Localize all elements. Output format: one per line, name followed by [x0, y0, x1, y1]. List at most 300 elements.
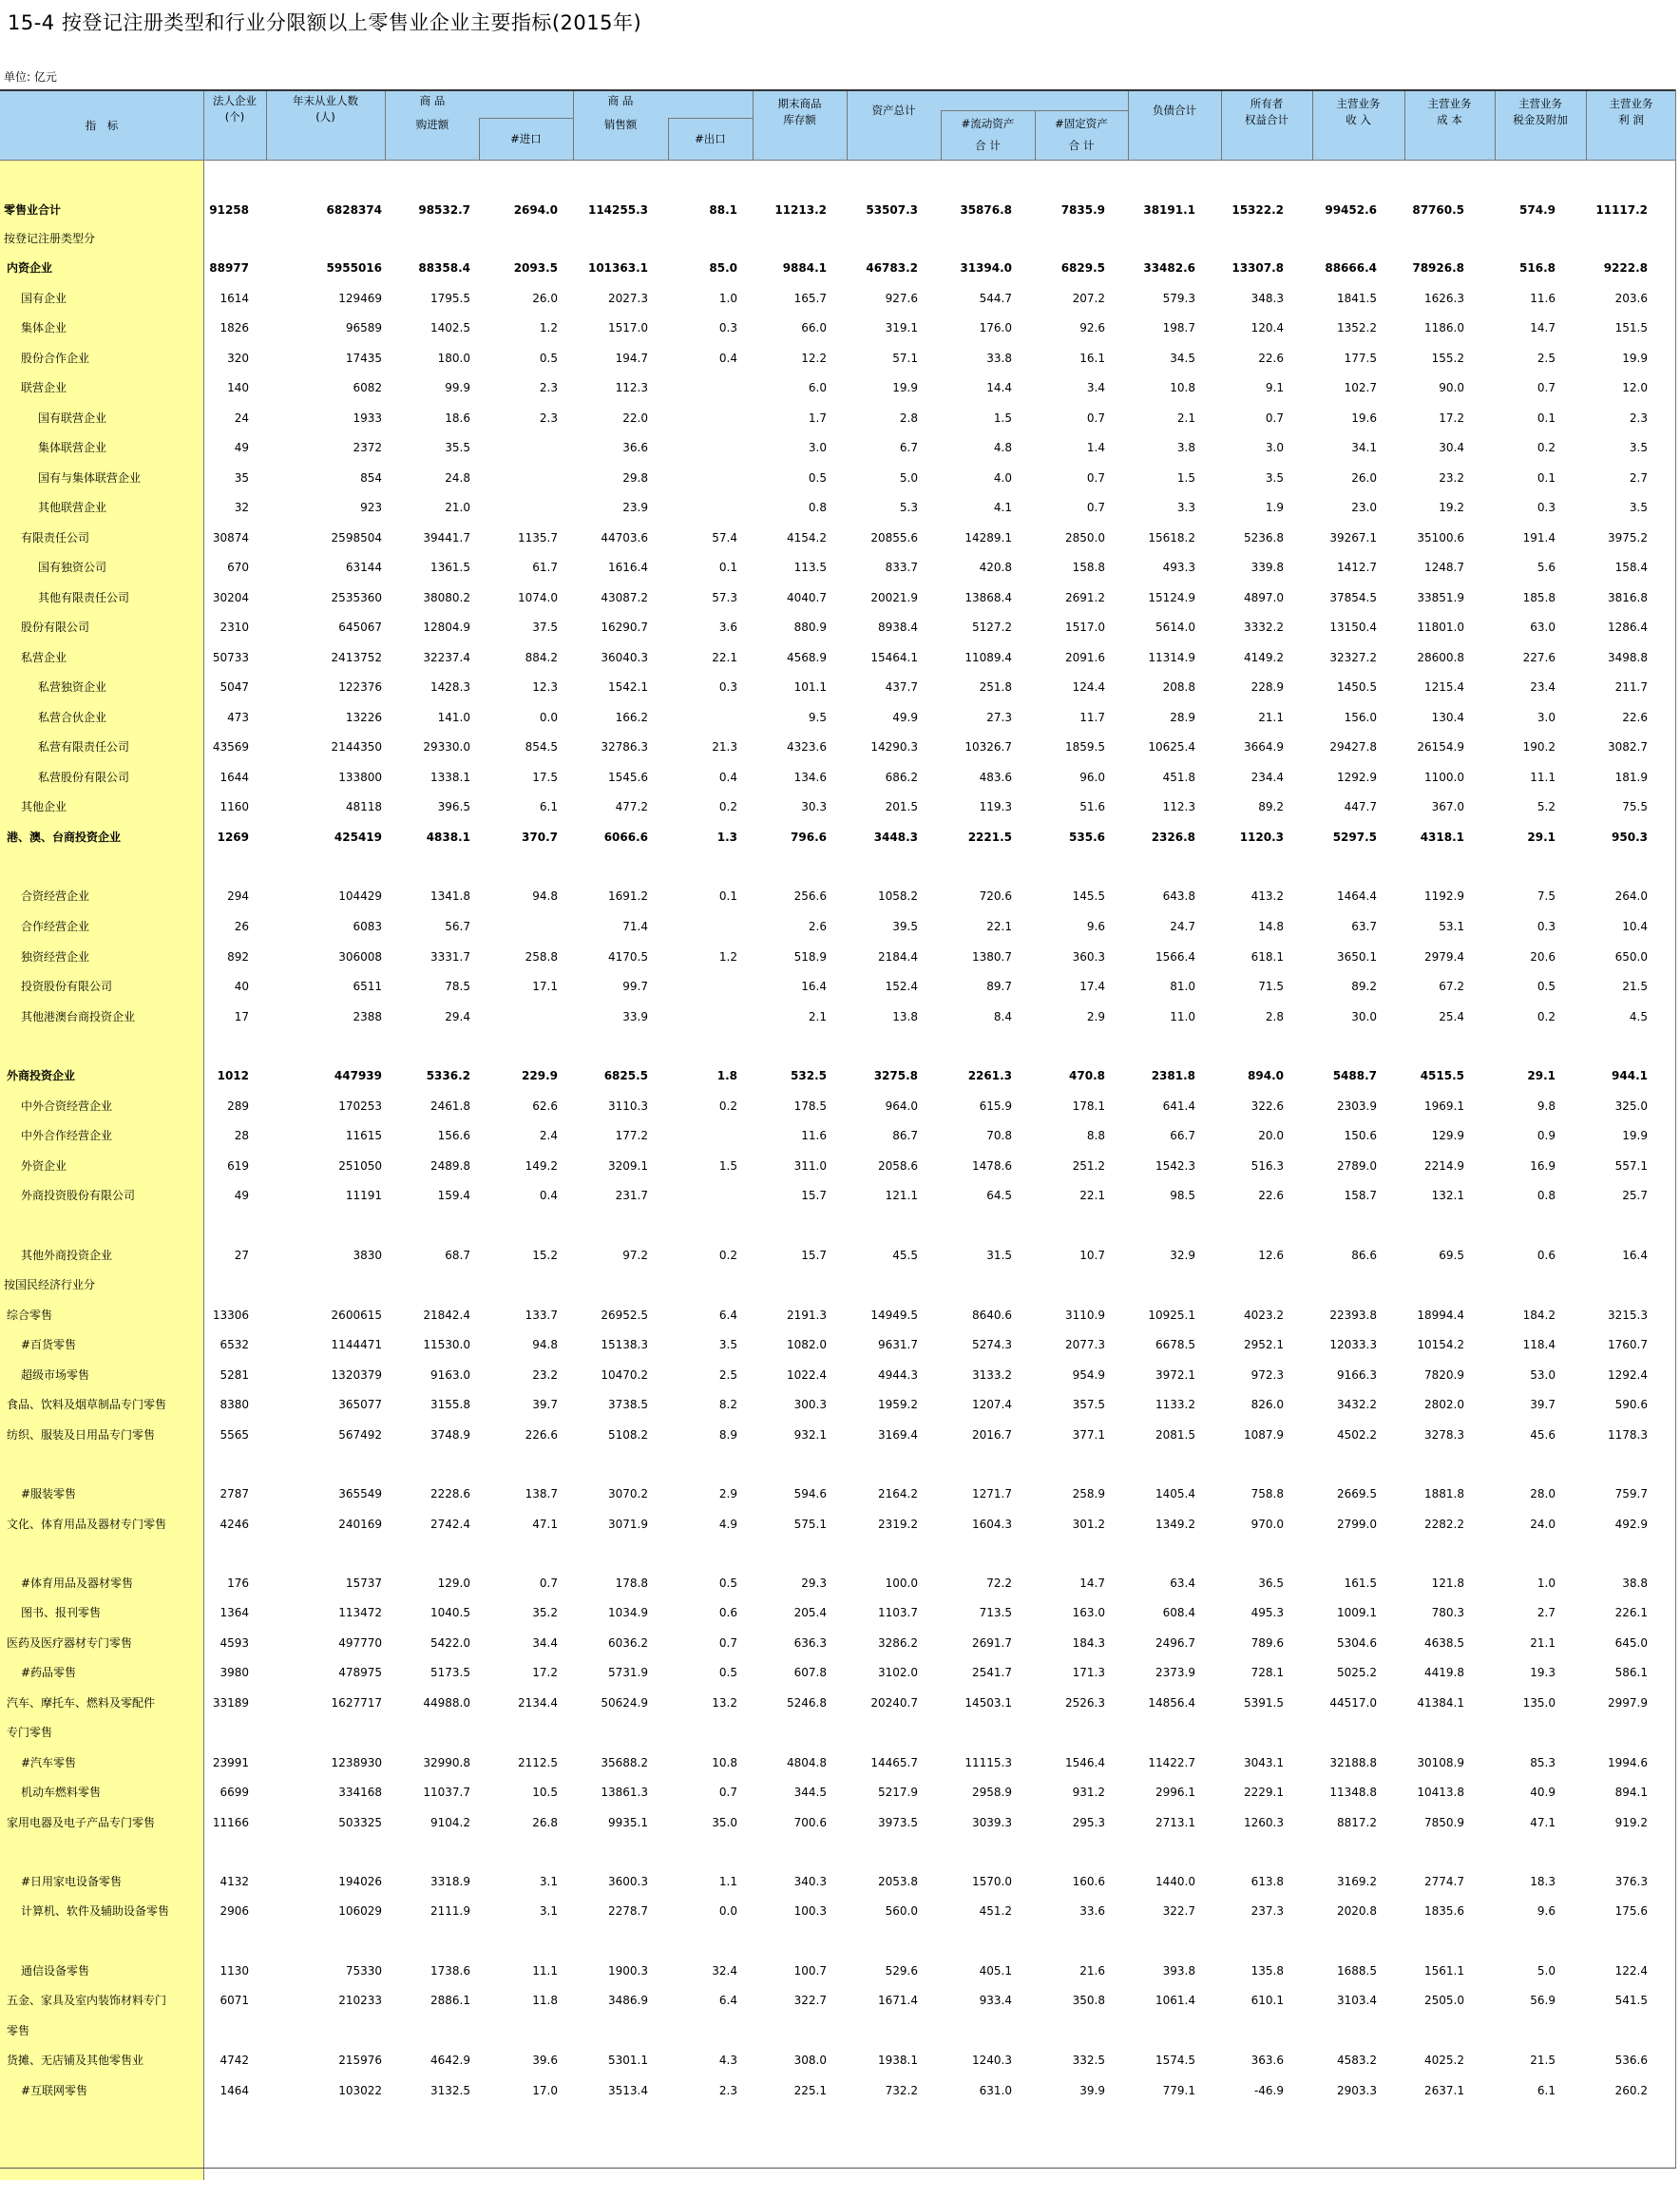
- row-value: 0.4: [718, 771, 737, 784]
- row-value: 36.6: [622, 441, 648, 454]
- row-value: 5025.2: [1337, 1666, 1377, 1679]
- row-value: 1087.9: [1244, 1428, 1284, 1442]
- row-label: 其他联营企业: [38, 501, 107, 514]
- row-value: 149.2: [525, 1159, 558, 1173]
- header-profit: 主营业务 利 润: [1609, 97, 1653, 126]
- row-value: 295.3: [1072, 1816, 1105, 1829]
- header-indicator: 指 标: [85, 118, 119, 132]
- row-label: 国有独资公司: [38, 561, 107, 574]
- row-value: 3650.1: [1337, 950, 1377, 964]
- row-value: 932.1: [793, 1428, 827, 1442]
- row-value: 3103.4: [1337, 1994, 1377, 2007]
- row-value: 40.9: [1530, 1786, 1556, 1799]
- row-value: 1604.3: [972, 1518, 1012, 1531]
- row-value: 11615: [345, 1129, 382, 1142]
- table-row: [0, 1186, 1676, 1205]
- row-value: 35876.8: [960, 203, 1012, 217]
- row-value: 2319.2: [878, 1518, 918, 1531]
- row-value: 191.4: [1522, 531, 1556, 545]
- row-value: 332.5: [1072, 2054, 1105, 2067]
- row-value: 1841.5: [1337, 292, 1377, 305]
- row-value: 39.5: [892, 920, 918, 933]
- row-value: 106029: [338, 1904, 382, 1918]
- row-value: 2053.8: [878, 1875, 918, 1888]
- row-value: 0.6: [1537, 1249, 1556, 1262]
- row-value: 11.1: [532, 1964, 558, 1978]
- table-row: [0, 678, 1676, 697]
- row-value: 30.4: [1439, 441, 1464, 454]
- row-value: 1144471: [331, 1338, 382, 1351]
- row-value: 4804.8: [787, 1756, 827, 1769]
- row-value: 11037.7: [423, 1786, 470, 1799]
- row-value: 9.6: [1086, 920, 1105, 933]
- row-value: 251.2: [1072, 1159, 1105, 1173]
- row-value: 6.4: [718, 1994, 737, 2007]
- row-value: 0.8: [1537, 1189, 1556, 1202]
- table-row: [0, 977, 1676, 996]
- row-value: 229.9: [522, 1069, 558, 1082]
- row-value: 5047: [220, 680, 249, 694]
- table-row: [0, 887, 1676, 906]
- row-value: 3.5: [1265, 471, 1284, 485]
- row-value: 21.1: [1258, 711, 1284, 724]
- row-value: 3972.1: [1155, 1368, 1195, 1382]
- row-value: 1238930: [331, 1756, 382, 1769]
- row-value: 3318.9: [430, 1875, 470, 1888]
- row-value: 0.7: [1537, 381, 1556, 394]
- row-value: 11314.9: [1148, 651, 1195, 664]
- header-enterprises: 法人企业 (个): [213, 94, 257, 124]
- row-value: 536.6: [1614, 2054, 1648, 2067]
- row-value: 4.0: [993, 471, 1012, 485]
- row-value: 47.1: [1530, 1816, 1556, 1829]
- row-value: 1626.3: [1424, 292, 1464, 305]
- row-value: 63.7: [1351, 920, 1377, 933]
- table-row: [0, 349, 1676, 368]
- row-value: 425419: [334, 831, 382, 844]
- row-value: 14465.7: [870, 1756, 918, 1769]
- table-row: [0, 1783, 1676, 1802]
- row-value: 43087.2: [601, 591, 648, 604]
- row-value: 590.6: [1614, 1398, 1648, 1411]
- row-value: 4568.9: [787, 651, 827, 664]
- row-value: 158.7: [1344, 1189, 1377, 1202]
- row-value: 28600.8: [1417, 651, 1464, 664]
- row-value: 7850.9: [1424, 1816, 1464, 1829]
- row-value: 2535360: [331, 591, 382, 604]
- row-value: 3.1: [539, 1904, 558, 1918]
- row-value: 325.0: [1614, 1099, 1648, 1113]
- header-current-assets: #流动资产 合 计: [961, 117, 1015, 152]
- row-value: 365077: [338, 1398, 382, 1411]
- row-value: 3039.3: [972, 1816, 1012, 1829]
- row-label: 医药及医疗器材专门零售: [7, 1636, 133, 1650]
- row-value: 300.3: [793, 1398, 827, 1411]
- row-value: 892: [227, 950, 249, 964]
- row-value: 57.4: [712, 531, 737, 545]
- row-label: #体育用品及器材零售: [21, 1577, 134, 1590]
- row-value: 1795.5: [430, 292, 470, 305]
- row-value: 8380: [220, 1398, 249, 1411]
- row-value: 2.3: [539, 411, 558, 425]
- row-label: 集体联营企业: [38, 441, 107, 454]
- row-value: 560.0: [885, 1904, 918, 1918]
- row-value: 579.3: [1162, 292, 1195, 305]
- row-value: 10154.2: [1417, 1338, 1464, 1351]
- table-row: [0, 1991, 1676, 2010]
- row-value: 155.2: [1431, 352, 1464, 365]
- row-value: 944.1: [1612, 1069, 1648, 1082]
- row-value: 2.9: [718, 1487, 737, 1500]
- row-value: 56.9: [1530, 1994, 1556, 2007]
- row-value: 134.6: [793, 771, 827, 784]
- row-label: 专门零售: [7, 1726, 53, 1739]
- row-value: 5731.9: [608, 1666, 648, 1679]
- row-value: 1969.1: [1424, 1099, 1464, 1113]
- row-value: 26.0: [1351, 471, 1377, 485]
- row-value: 89.7: [986, 980, 1012, 993]
- row-value: 4638.5: [1424, 1636, 1464, 1650]
- row-value: 112.3: [1162, 800, 1195, 813]
- row-value: 14949.5: [870, 1309, 918, 1322]
- row-value: 88.1: [709, 203, 737, 217]
- row-value: 22393.8: [1329, 1309, 1377, 1322]
- row-value: 0.1: [718, 561, 737, 574]
- row-value: 5217.9: [878, 1786, 918, 1799]
- row-value: 0.6: [718, 1606, 737, 1619]
- row-value: 29.3: [801, 1577, 827, 1590]
- row-value: 32237.4: [423, 651, 470, 664]
- row-value: 826.0: [1250, 1398, 1284, 1411]
- row-value: 884.2: [525, 651, 558, 664]
- row-value: 3215.3: [1608, 1309, 1648, 1322]
- row-value: 32990.8: [423, 1756, 470, 1769]
- row-value: 2489.8: [430, 1159, 470, 1173]
- row-value: 493.3: [1162, 561, 1195, 574]
- row-label: 合作经营企业: [21, 920, 90, 933]
- row-value: 121.1: [885, 1189, 918, 1202]
- row-value: 320: [227, 352, 249, 365]
- table-row: [0, 1335, 1676, 1354]
- row-value: 20.6: [1530, 950, 1556, 964]
- row-value: 15618.2: [1148, 531, 1195, 545]
- row-value: 8938.4: [878, 621, 918, 634]
- row-value: 234.4: [1250, 771, 1284, 784]
- row-value: 12033.3: [1329, 1338, 1377, 1351]
- row-value: 972.3: [1250, 1368, 1284, 1382]
- row-label: 按登记注册类型分: [4, 232, 96, 245]
- row-value: 4170.5: [608, 950, 648, 964]
- table-row: [0, 588, 1676, 607]
- row-value: 2906: [220, 1904, 249, 1918]
- row-value: 1.7: [808, 411, 827, 425]
- row-value: 11191: [345, 1189, 382, 1202]
- row-value: 964.0: [885, 1099, 918, 1113]
- row-value: 23991: [212, 1756, 249, 1769]
- row-value: 11422.7: [1148, 1756, 1195, 1769]
- row-value: 215976: [338, 2054, 382, 2067]
- row-value: 26.0: [532, 292, 558, 305]
- row-value: 71.5: [1258, 980, 1284, 993]
- row-value: 2541.7: [972, 1666, 1012, 1679]
- row-value: 63.4: [1170, 1577, 1195, 1590]
- row-value: 37854.5: [1329, 591, 1377, 604]
- row-value: 670: [227, 561, 249, 574]
- row-label: 按国民经济行业分: [4, 1278, 96, 1291]
- row-value: 4583.2: [1337, 2054, 1377, 2067]
- row-value: 473: [227, 711, 249, 724]
- row-value: 4023.2: [1244, 1309, 1284, 1322]
- row-value: 954.9: [1072, 1368, 1105, 1382]
- row-value: 1688.5: [1337, 1964, 1377, 1978]
- row-value: 447.7: [1344, 800, 1377, 813]
- row-label: 货摊、无店铺及其他零售业: [7, 2054, 144, 2067]
- row-value: 931.2: [1072, 1786, 1105, 1799]
- row-value: 2184.4: [878, 950, 918, 964]
- row-value: 3.1: [539, 1875, 558, 1888]
- row-value: 210233: [338, 1994, 382, 2007]
- row-value: 12.0: [1622, 381, 1648, 394]
- row-value: 63.0: [1530, 621, 1556, 634]
- row-value: 1405.4: [1155, 1487, 1195, 1500]
- row-value: 20240.7: [870, 1696, 918, 1710]
- row-value: 3498.8: [1608, 651, 1648, 664]
- row-label: 图书、报刊零售: [21, 1606, 102, 1619]
- table-row: [0, 229, 1676, 248]
- row-value: 970.0: [1250, 1518, 1284, 1531]
- row-value: 15124.9: [1148, 591, 1195, 604]
- row-value: 129.0: [437, 1577, 470, 1590]
- row-value: 3.0: [808, 441, 827, 454]
- row-value: 1186.0: [1424, 321, 1464, 334]
- table-row: [0, 1961, 1676, 1980]
- row-value: 6699: [220, 1786, 249, 1799]
- row-value: 30108.9: [1417, 1756, 1464, 1769]
- row-value: 2261.3: [967, 1069, 1012, 1082]
- table-bottom-rule: [0, 2168, 1676, 2169]
- row-value: 23.9: [622, 501, 648, 514]
- row-value: 5301.1: [608, 2054, 648, 2067]
- row-value: 0.7: [1086, 411, 1105, 425]
- row-value: 23.2: [532, 1368, 558, 1382]
- row-value: 2461.8: [430, 1099, 470, 1113]
- row-value: 2221.5: [967, 831, 1012, 844]
- row-value: 33482.6: [1143, 261, 1195, 275]
- row-value: 3169.4: [878, 1428, 918, 1442]
- row-value: 610.1: [1250, 1994, 1284, 2007]
- row-value: 2.4: [539, 1129, 558, 1142]
- row-label: 中外合资经营企业: [21, 1099, 113, 1113]
- row-value: 29330.0: [423, 740, 470, 754]
- row-value: 18.3: [1530, 1875, 1556, 1888]
- table-row: [0, 258, 1676, 277]
- row-value: 29.8: [622, 471, 648, 485]
- row-value: 17.2: [532, 1666, 558, 1679]
- row-value: 12.6: [1258, 1249, 1284, 1262]
- row-value: 0.4: [539, 1189, 558, 1202]
- row-value: 13226: [345, 711, 382, 724]
- row-value: 478975: [338, 1666, 382, 1679]
- row-value: 3600.3: [608, 1875, 648, 1888]
- row-value: 492.9: [1614, 1518, 1648, 1531]
- row-value: 0.5: [718, 1666, 737, 1679]
- row-value: 607.8: [793, 1666, 827, 1679]
- row-value: 99.7: [622, 980, 648, 993]
- row-value: 2996.1: [1155, 1786, 1195, 1799]
- row-value: 10413.8: [1417, 1786, 1464, 1799]
- row-value: 2093.5: [513, 261, 558, 275]
- row-value: 103022: [338, 2084, 382, 2097]
- row-value: 5274.3: [972, 1338, 1012, 1351]
- row-value: 344.5: [793, 1786, 827, 1799]
- table-row: [0, 618, 1676, 637]
- row-value: 11166: [212, 1816, 249, 1829]
- row-value: 10.8: [712, 1756, 737, 1769]
- row-value: 1034.9: [608, 1606, 648, 1619]
- row-value: 0.4: [718, 352, 737, 365]
- row-value: 1.8: [716, 1069, 737, 1082]
- row-value: 35688.2: [601, 1756, 648, 1769]
- row-value: 64.5: [986, 1189, 1012, 1202]
- table-row: [0, 1246, 1676, 1265]
- row-value: 61.7: [532, 561, 558, 574]
- row-value: 88977: [209, 261, 249, 275]
- data-table: [0, 89, 1680, 2180]
- row-value: 16290.7: [601, 621, 648, 634]
- row-value: 619: [227, 1159, 249, 1173]
- row-value: 90.0: [1439, 381, 1464, 394]
- row-value: 22.0: [622, 411, 648, 425]
- row-value: 23.2: [1439, 471, 1464, 485]
- row-value: 5173.5: [430, 1666, 470, 1679]
- row-value: 35.0: [712, 1816, 737, 1829]
- row-value: 33851.9: [1417, 591, 1464, 604]
- row-value: 0.3: [1537, 501, 1556, 514]
- row-value: 30.0: [1351, 1010, 1377, 1023]
- row-value: 3286.2: [878, 1636, 918, 1650]
- row-value: 728.1: [1250, 1666, 1284, 1679]
- row-value: 0.7: [1086, 471, 1105, 485]
- row-value: 3278.3: [1424, 1428, 1464, 1442]
- row-value: 0.7: [539, 1577, 558, 1590]
- row-value: 357.5: [1072, 1398, 1105, 1411]
- row-label: 私营合伙企业: [38, 711, 107, 724]
- row-value: 0.7: [1086, 501, 1105, 514]
- row-value: 1542.3: [1155, 1159, 1195, 1173]
- row-value: 3830: [353, 1249, 382, 1262]
- row-value: 99452.6: [1325, 203, 1377, 217]
- row-value: 21.5: [1530, 2054, 1556, 2067]
- row-value: 22.6: [1622, 711, 1648, 724]
- row-value: 2742.4: [430, 1518, 470, 1531]
- row-value: 11.6: [1530, 292, 1556, 305]
- row-value: 1058.2: [878, 889, 918, 903]
- row-value: 4154.2: [787, 531, 827, 545]
- table-row: [0, 1574, 1676, 1593]
- row-value: 360.3: [1072, 950, 1105, 964]
- row-value: 618.1: [1250, 950, 1284, 964]
- row-value: 19.9: [1622, 1129, 1648, 1142]
- row-value: 18994.4: [1417, 1309, 1464, 1322]
- row-value: 258.9: [1072, 1487, 1105, 1500]
- row-value: 11801.0: [1417, 621, 1464, 634]
- table-row: [0, 1723, 1676, 1742]
- row-value: 518.9: [793, 950, 827, 964]
- row-value: 2373.9: [1155, 1666, 1195, 1679]
- row-value: 22.1: [712, 651, 737, 664]
- row-value: 5246.8: [787, 1696, 827, 1710]
- row-value: 33.6: [1079, 1904, 1105, 1918]
- row-label: #互联网零售: [21, 2084, 88, 2097]
- row-value: 16.4: [1622, 1249, 1648, 1262]
- row-value: 2713.1: [1155, 1816, 1195, 1829]
- row-value: 894.1: [1614, 1786, 1648, 1799]
- row-value: 194.7: [615, 352, 648, 365]
- row-label: 外资企业: [21, 1159, 67, 1173]
- row-value: 322.6: [1250, 1099, 1284, 1113]
- row-value: 4838.1: [426, 831, 470, 844]
- row-value: 1738.6: [430, 1964, 470, 1978]
- row-value: 25.7: [1622, 1189, 1648, 1202]
- table-row: [0, 1753, 1676, 1772]
- row-value: 12804.9: [423, 621, 470, 634]
- row-value: 1900.3: [608, 1964, 648, 1978]
- row-value: 2413752: [331, 651, 382, 664]
- row-value: 94.8: [532, 1338, 558, 1351]
- row-value: 31.5: [986, 1249, 1012, 1262]
- row-value: 29.4: [445, 1010, 470, 1023]
- row-value: 198.7: [1162, 321, 1195, 334]
- row-value: 5297.5: [1332, 831, 1377, 844]
- table-row: [0, 1366, 1676, 1385]
- row-value: 11530.0: [423, 1338, 470, 1351]
- row-value: 38191.1: [1143, 203, 1195, 217]
- row-value: 231.7: [615, 1189, 648, 1202]
- row-value: 21.3: [712, 740, 737, 754]
- row-value: 516.3: [1250, 1159, 1284, 1173]
- row-value: 789.6: [1250, 1636, 1284, 1650]
- row-value: 3.5: [1629, 441, 1648, 454]
- row-value: 10470.2: [601, 1368, 648, 1382]
- row-value: 1574.5: [1155, 2054, 1195, 2067]
- row-value: 3816.8: [1608, 591, 1648, 604]
- row-value: 3975.2: [1608, 531, 1648, 545]
- row-value: 2802.0: [1424, 1398, 1464, 1411]
- row-value: 3133.2: [972, 1368, 1012, 1382]
- row-value: 1240.3: [972, 2054, 1012, 2067]
- row-value: 176: [227, 1577, 249, 1590]
- row-value: 22.6: [1258, 1189, 1284, 1202]
- row-value: 41384.1: [1417, 1696, 1464, 1710]
- row-value: 113472: [338, 1606, 382, 1619]
- table-row: [0, 1603, 1676, 1622]
- row-value: 3169.2: [1337, 1875, 1377, 1888]
- row-value: 6825.5: [603, 1069, 648, 1082]
- row-value: 497770: [338, 1636, 382, 1650]
- row-value: 177.5: [1344, 352, 1377, 365]
- row-label: 私营有限责任公司: [38, 740, 130, 754]
- row-value: 21.1: [1530, 1636, 1556, 1650]
- row-value: 650.0: [1614, 950, 1648, 964]
- row-value: 13861.3: [601, 1786, 648, 1799]
- row-value: 0.0: [718, 1904, 737, 1918]
- row-label: 机动车燃料零售: [21, 1786, 102, 1799]
- row-value: 420.8: [979, 561, 1012, 574]
- row-value: 10.8: [1170, 381, 1195, 394]
- header-fixed-assets: #固定资产 合 计: [1055, 117, 1108, 152]
- table-row: [0, 917, 1676, 936]
- row-value: 119.3: [979, 800, 1012, 813]
